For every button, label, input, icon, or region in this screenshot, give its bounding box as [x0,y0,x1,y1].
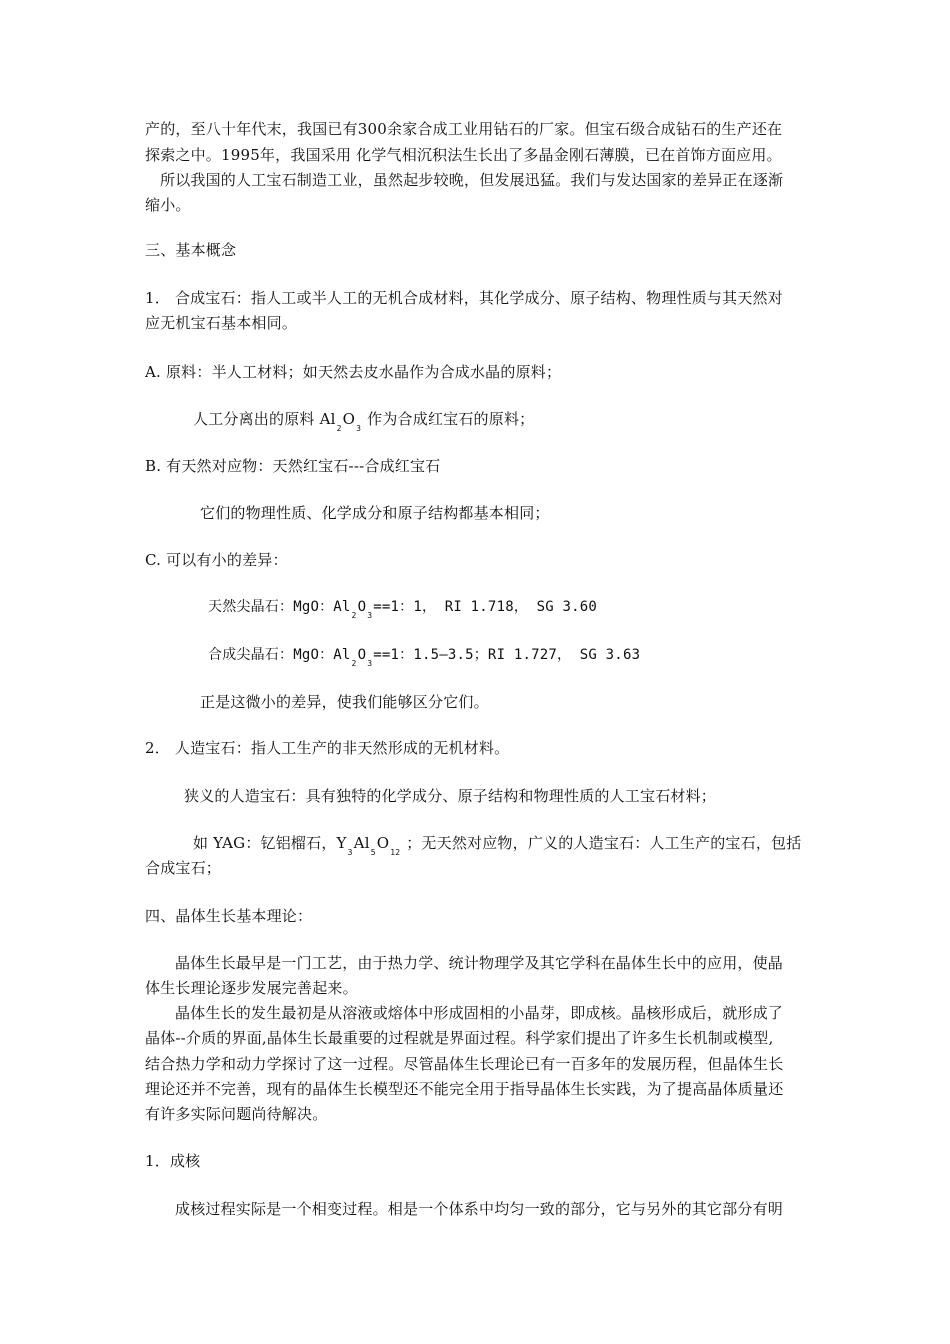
text-line: 理论还并不完善，现有的晶体生长模型还不能完全用于指导晶体生长实践，为了提高晶体质量还 [145,1080,784,1098]
text-line: 1． 合成宝石：指人工或半人工的无机合成材料，其化学成分、原子结构、物理性质与其天然对 [145,289,783,307]
list-item-2: 2． 人造宝石：指人工生产的非天然形成的无机材料。 [145,739,510,757]
list-item-b: B. 有天然对应物：天然红宝石---合成红宝石 [145,457,441,475]
text-line: 狭义的人造宝石：具有独特的化学成分、原子结构和物理性质的人工宝石材料； [184,787,717,805]
text-fragment: O [357,599,367,615]
section-heading: 三、基本概念 [145,241,237,259]
text-line: 晶体--介质的界面,晶体生长最重要的过程就是界面过程。科学家们提出了许多生长机制或模型, [145,1029,774,1047]
text-line: 结合热力学和动力学探讨了这一过程。尽管晶体生长理论已有一百多年的发展历程，但晶体生长 [145,1055,784,1073]
yag-example-line [193,833,801,856]
text-line: 晶体生长的发生最初是从溶液或熔体中形成固相的小晶芽，即成核。晶核形成后，就形成了 [175,1004,784,1022]
text-fragment: O [376,834,390,852]
sub-heading: 1．成核 [145,1152,201,1170]
subscript: 3 [367,611,373,620]
subscript: 2 [351,611,357,620]
text-fragment: 合成尖晶石：MgO：Al [208,647,351,663]
text-fragment: ==1：1.5—3.5；RI 1.727， SG 3.63 [373,647,641,663]
section-heading: 四、晶体生长基本理论： [145,907,313,925]
text-fragment: ；无天然对应物，广义的人造宝石：人工生产的宝石，包括 [401,834,802,852]
text-line: 正是这微小的差异，使我们能够区分它们。 [200,693,489,711]
text-fragment: O [342,410,356,428]
text-line: 产的，至八十年代末，我国已有300余家合成工业用钻石的厂家。但宝石级合成钻石的生产还在 [145,120,783,138]
text-line: 合成宝石； [145,859,222,877]
text-fragment: O [357,647,367,663]
text-fragment: 人工分离出的原料 Al [193,410,336,428]
subscript: 5 [370,848,376,857]
text-line: 所以我国的人工宝石制造工业，虽然起步较晚，但发展迅猛。我们与发达国家的差异正在逐渐 [160,171,784,189]
natural-spinel-line [208,597,597,619]
synthetic-spinel-line [208,645,640,667]
subscript: 2 [336,424,342,433]
text-fragment: 如 YAG：钇铝榴石，Y [193,834,347,852]
text-line: 缩小。 [145,196,191,214]
subscript: 2 [351,659,357,668]
text-line: 它们的物理性质、化学成分和原子结构都基本相同； [200,504,550,522]
text-line: 成核过程实际是一个相变过程。相是一个体系中均匀一致的部分，它与另外的其它部分有明 [175,1200,784,1218]
text-fragment: 天然尖晶石：MgO：Al [208,599,351,615]
text-fragment: Al [353,834,370,852]
text-fragment: ==1：1， RI 1.718， SG 3.60 [373,599,598,615]
subscript: 12 [390,848,401,857]
text-line: 有许多实际问题尚待解决。 [145,1105,328,1123]
text-fragment: 作为合成红宝石的原料； [362,410,535,428]
text-line: 应无机宝石基本相同。 [145,314,298,332]
list-item-a: A. 原料：半人工材料；如天然去皮水晶作为合成水晶的原料； [145,363,562,381]
subscript: 3 [356,424,362,433]
text-line: 晶体生长最早是一门工艺，由于热力学、统计物理学及其它学科在晶体生长中的应用，使晶 [175,954,784,972]
text-line: 探索之中。1995年，我国采用 化学气相沉积法生长出了多晶金刚石薄膜，已在首饰方面应用。 [145,146,782,164]
subscript: 3 [347,848,353,857]
text-line: 体生长理论逐步发展完善起来。 [145,979,358,997]
list-item-a-formula [193,409,534,432]
list-item-c: C. 可以有小的差异： [145,551,288,569]
subscript: 3 [367,659,373,668]
